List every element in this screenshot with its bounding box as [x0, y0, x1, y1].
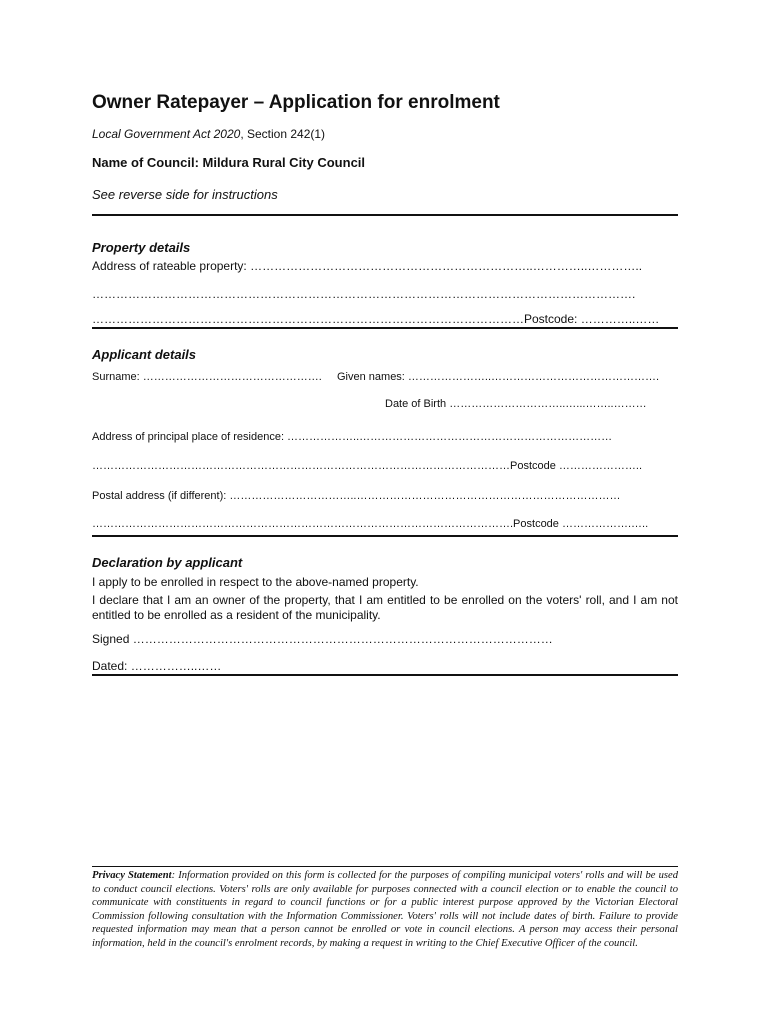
privacy-statement-label: Privacy Statement	[92, 870, 172, 881]
form-title: Owner Ratepayer – Application for enrolment	[92, 92, 500, 113]
applicant-divider	[92, 535, 678, 537]
postal-postcode-field[interactable]: …………………………………………………………………………………………………….Postcode ……………….…..	[92, 518, 649, 530]
declaration-apply-text: I apply to be enrolled in respect to the above-named property.	[92, 575, 419, 589]
privacy-statement	[92, 869, 678, 951]
act-name: Local Government Act 2020	[92, 127, 241, 141]
instructions-note: See reverse side for instructions	[92, 187, 278, 202]
property-divider	[92, 327, 678, 329]
property-address-field-2[interactable]: ……………………………………………………………………………………………………………………….	[92, 287, 636, 301]
council-name: Name of Council: Mildura Rural City Council	[92, 155, 366, 170]
residence-address-field[interactable]: Address of principal place of residence: ………………..……………………………………………………………	[92, 431, 613, 443]
date-of-birth-field[interactable]: Date of Birth …………………………..…...……..………	[385, 398, 647, 410]
declaration-owner-text: I declare that I am an owner of the property, that I am entitled to be enrolled on the voters' roll, and I am not entitled to be enrolled as a resident of the municipality.	[92, 593, 678, 622]
header-divider	[92, 214, 678, 216]
property-address-field[interactable]: Address of rateable property: ……………………………………………………………..…………..…………..	[92, 259, 643, 273]
property-address-postcode-field[interactable]: ………………………………………………………………………………………………Postcode: …………..……	[92, 312, 660, 326]
privacy-divider	[92, 866, 678, 867]
privacy-statement-text: : Information provided on this form is collected for the purposes of compiling municipal voters' rolls and will be used to conduct council elections. Voters' rolls are only available for purposes connected with a council election or to enable the council to communicate with constituents in regard to council functions or for a public interest purpose approved by the Victorian Electoral Commission following consultation with the Information Commissioner. Voters' rolls will not include dates of birth. Failure to provide requested information may mean that a person cannot be enrolled or vote in council elections. A person may access their personal information, held in the council's enrolment records, by making a request in writing to the Chief Executive Officer of the council.	[92, 870, 678, 949]
applicant-details-heading: Applicant details	[92, 347, 197, 362]
act-section: , Section 242(1)	[240, 127, 326, 141]
act-reference	[92, 127, 325, 141]
surname-field[interactable]: Surname: ………………………………………….	[92, 371, 322, 383]
declaration-heading: Declaration by applicant	[92, 555, 243, 570]
postal-address-field[interactable]: Postal address (if different): ……………………………..………………………………………………………………	[92, 490, 621, 502]
declaration-divider	[92, 674, 678, 676]
residence-postcode-field[interactable]: ……………………………………………………………………………………………………Postcode …………………..	[92, 460, 643, 472]
property-details-heading: Property details	[92, 240, 191, 255]
signature-field[interactable]: Signed ……………………………………………………………………………………………	[92, 632, 553, 646]
dated-field[interactable]: Dated: ……………..……	[92, 659, 222, 673]
given-names-field[interactable]: Given names: …………………..……………………………………….	[337, 371, 660, 383]
